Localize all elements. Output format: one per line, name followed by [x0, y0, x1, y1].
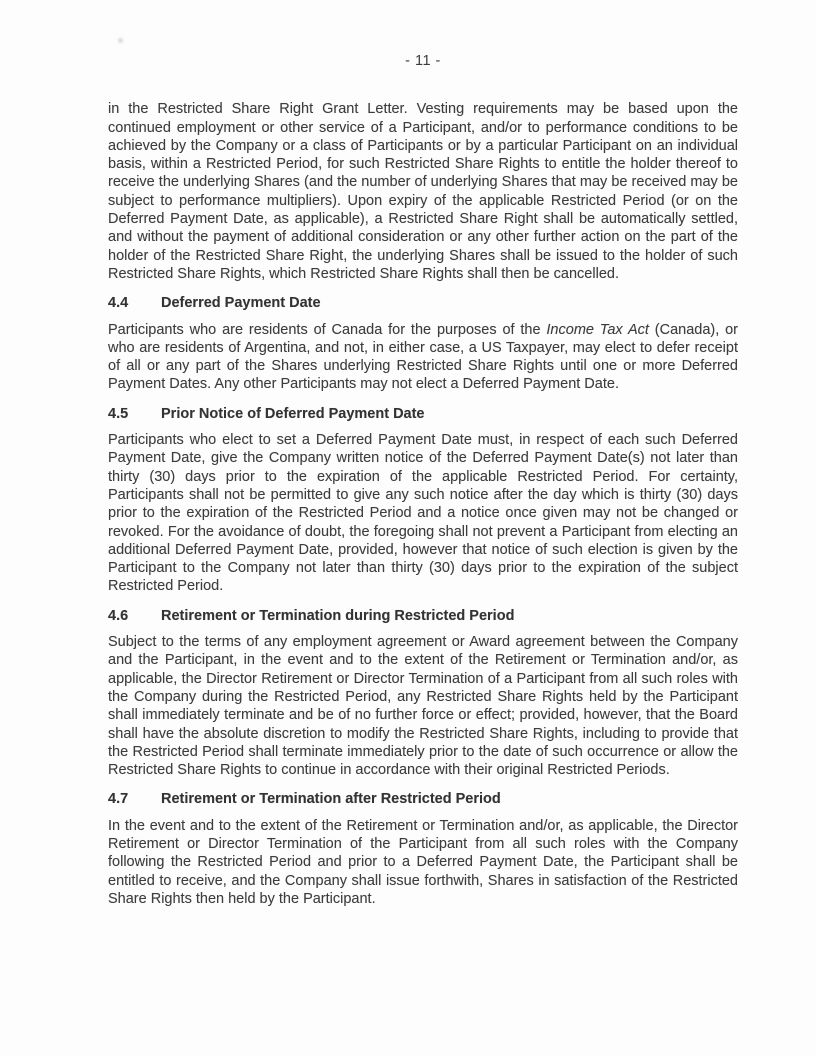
- section-number: 4.7: [108, 791, 129, 808]
- section-body: Participants who elect to set a Deferred Payment Date must, in respect of each such Deferred Payment Date, give the Company written notice of the Deferred Payment Date(s) not later than thirty (30) days prior to the expiration of the applicable Restricted Period. For certainty, Participants shall not be permitted to give any such notice after the day which is thirty (30) days prior to the expiration of the Restricted Period and a notice once given may not be changed or revoked. For the avoidance of doubt, the foregoing shall not prevent a Participant from electing an additional Deferred Payment Date, provided, however that notice of such election is given by the Participant to the Company not later than thirty (30) days prior to the expiration of the subject Restricted Period.: [108, 432, 738, 595]
- section-title: Deferred Payment Date: [161, 295, 321, 312]
- section-heading: [108, 294, 738, 312]
- section-number: 4.5: [108, 405, 129, 422]
- section-title: Prior Notice of Deferred Payment Date: [161, 405, 425, 422]
- section-body: Subject to the terms of any employment agreement or Award agreement between the Company and the Participant, in the event and to the extent of the Retirement or Termination and/or, as applicable, the Director Retirement or Director Termination of a Participant from all such roles with the Company during the Restricted Period, any Restricted Share Rights held by the Participant shall immediately terminate and be of no further force or effect; provided, however, that the Board shall have the absolute discretion to modify the Restricted Share Rights, including to provide that the Restricted Period shall terminate immediately prior to the date of such occurrence or allow the Restricted Share Rights to continue in accordance with their original Restricted Periods.: [108, 634, 738, 779]
- body-text: (Canada), or who are residents of Argentina, and not, in either case, a US Taxpayer, may elect to defer receipt of all or any part of the Shares underlying Restricted Share Rights until one or more Deferred Payment Dates. Any other Participants may not elect a Deferred Payment Date.: [108, 321, 739, 393]
- body-text: Participants who are residents of Canada for the purposes of the: [108, 321, 547, 338]
- section-4-5: [108, 405, 738, 596]
- italicized-act-name: Income Tax Act: [546, 321, 649, 338]
- section-heading: [108, 790, 738, 808]
- section-heading: [108, 405, 738, 423]
- section-4-4: [108, 294, 738, 393]
- scan-artifact: [118, 38, 123, 43]
- section-body: In the event and to the extent of the Retirement or Termination and/or, as applicable, the Director Retirement or Director Termination of the Participant from all such roles with the Company following the Restricted Period and prior to a Deferred Payment Date, the Participant shall be entitled to receive, and the Company shall issue forthwith, Shares in satisfaction of the Restricted Share Rights then held by the Participant.: [108, 817, 738, 907]
- section-title: Retirement or Termination during Restricted Period: [161, 607, 515, 624]
- section-number: 4.4: [108, 295, 129, 312]
- page-number: - 11 -: [405, 53, 441, 69]
- section-body: [108, 321, 738, 394]
- section-4-7: [108, 790, 738, 908]
- section-4-6: [108, 607, 738, 780]
- section-number: 4.6: [108, 607, 129, 624]
- intro-paragraph: in the Restricted Share Right Grant Letter. Vesting requirements may be based upon the continued employment or other service of a Participant, and/or to performance conditions to be achieved by the Company or a class of Participants or by a particular Participant on an individual basis, within a Restricted Period, for such Restricted Share Rights to entitle the holder thereof to receive the underlying Shares (and the number of underlying Shares that may be received may be subject to performance multipliers). Upon expiry of the applicable Restricted Period (or on the Deferred Payment Date, as applicable), a Restricted Share Right shall be automatically settled, and without the payment of additional consideration or any other further action on the part of the holder of the Restricted Share Right, the underlying Shares shall be issued to the holder of such Restricted Share Rights, which Restricted Share Rights shall then be cancelled.: [108, 101, 738, 282]
- section-title: Retirement or Termination after Restricted Period: [161, 791, 501, 808]
- section-heading: [108, 607, 738, 625]
